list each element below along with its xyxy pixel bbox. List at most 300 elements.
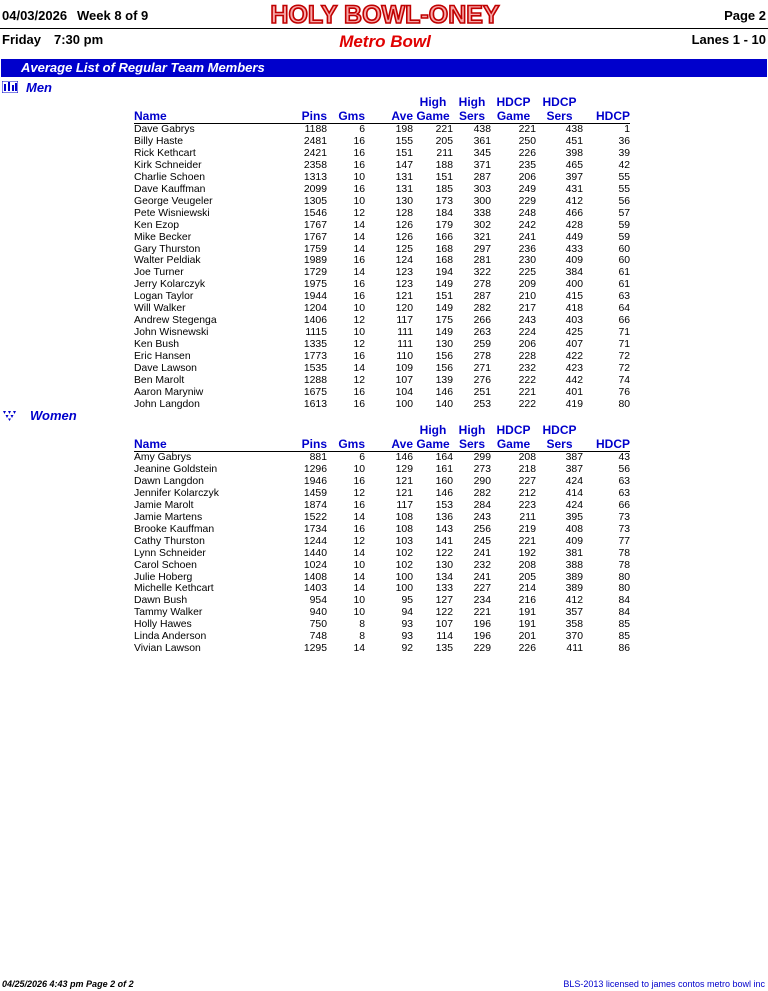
handicap-value: 57 <box>618 207 630 219</box>
average-value: 124 <box>395 255 413 267</box>
high-series-value: 338 <box>473 207 491 219</box>
handicap-value: 66 <box>618 499 630 511</box>
table-row <box>134 452 630 464</box>
handicap-value: 78 <box>618 547 630 559</box>
table-row <box>134 315 630 327</box>
high-series-value: 259 <box>473 339 491 351</box>
table-row <box>134 500 630 512</box>
bowler-name: Joe Turner <box>134 267 184 279</box>
bowler-name: Dawn Bush <box>134 595 188 607</box>
hdcp-game-value: 221 <box>518 124 536 135</box>
games-value: 12 <box>353 339 365 351</box>
hdcp-series-value: 357 <box>565 607 583 619</box>
average-value: 107 <box>395 375 413 387</box>
handicap-value: 72 <box>618 351 630 363</box>
games-value: 8 <box>359 631 365 643</box>
table-row <box>134 387 630 399</box>
col-hdcp-game: Game <box>491 109 536 124</box>
handicap-value: 43 <box>618 452 630 463</box>
hdcp-game-value: 224 <box>518 327 536 339</box>
hdcp-series-value: 424 <box>565 499 583 511</box>
report-date: 04/03/2026 <box>2 8 68 23</box>
table-row <box>134 160 630 172</box>
average-value: 108 <box>395 511 413 523</box>
pins-value: 881 <box>309 452 327 463</box>
pins-value: 1406 <box>303 315 327 327</box>
high-game-value: 221 <box>435 124 453 135</box>
bowler-name: Pete Wisniewski <box>134 207 210 219</box>
bowler-name: Will Walker <box>134 303 186 315</box>
high-series-value: 256 <box>473 523 491 535</box>
pins-value: 1288 <box>303 375 327 387</box>
men-icon <box>2 81 18 93</box>
handicap-value: 59 <box>618 219 630 231</box>
handicap-value: 61 <box>618 267 630 279</box>
high-series-value: 371 <box>473 159 491 171</box>
high-game-value: 130 <box>435 559 453 571</box>
hdcp-game-value: 227 <box>518 475 536 487</box>
handicap-value: 71 <box>618 339 630 351</box>
report-banner <box>1 59 767 77</box>
high-game-value: 140 <box>435 398 453 410</box>
high-game-value: 143 <box>435 523 453 535</box>
hdcp-series-value: 451 <box>565 135 583 147</box>
hdcp-series-value: 415 <box>565 291 583 303</box>
average-value: 111 <box>397 327 413 339</box>
pins-value: 954 <box>309 595 327 607</box>
high-game-value: 134 <box>435 571 453 583</box>
hdcp-game-value: 228 <box>518 351 536 363</box>
high-game-value: 156 <box>435 363 453 375</box>
high-game-value: 188 <box>435 159 453 171</box>
table-row <box>134 476 630 488</box>
hdcp-series-value: 400 <box>565 279 583 291</box>
average-value: 111 <box>397 339 413 351</box>
high-game-value: 149 <box>435 303 453 315</box>
col-high-sers: Sers <box>453 109 491 124</box>
hdcp-game-value: 206 <box>518 339 536 351</box>
handicap-value: 64 <box>618 303 630 315</box>
women-icon <box>2 409 18 421</box>
games-value: 6 <box>359 452 365 463</box>
high-series-value: 234 <box>473 595 491 607</box>
hdcp-series-value: 418 <box>565 303 583 315</box>
col-hdcp-game-top: HDCP <box>496 423 531 437</box>
table-row <box>134 327 630 339</box>
col-hdcp-sers-top: HDCP <box>542 423 577 437</box>
pins-value: 1440 <box>303 547 327 559</box>
high-game-value: 179 <box>435 219 453 231</box>
license-notice: BLS-2013 licensed to james contos metro bowl inc <box>563 979 765 989</box>
high-series-value: 278 <box>473 279 491 291</box>
hdcp-series-value: 412 <box>565 195 583 207</box>
average-value: 155 <box>395 135 413 147</box>
high-game-value: 173 <box>435 195 453 207</box>
table-row <box>134 255 630 267</box>
league-time: 7:30 pm <box>54 32 104 47</box>
average-value: 126 <box>395 231 413 243</box>
high-series-value: 273 <box>473 463 491 475</box>
hdcp-game-value: 218 <box>518 463 536 475</box>
hdcp-series-value: 398 <box>565 147 583 159</box>
hdcp-game-value: 221 <box>518 535 536 547</box>
hdcp-series-value: 424 <box>565 475 583 487</box>
col-hdcp-game: Game <box>491 437 536 452</box>
pins-value: 1313 <box>303 171 327 183</box>
high-game-value: 164 <box>435 452 453 463</box>
col-high-sers-top: High <box>458 95 486 109</box>
games-value: 16 <box>353 291 365 303</box>
handicap-value: 77 <box>618 535 630 547</box>
games-value: 10 <box>353 559 365 571</box>
hdcp-game-value: 210 <box>518 291 536 303</box>
table-row <box>134 267 630 279</box>
handicap-value: 86 <box>618 643 630 655</box>
col-hdcp-sers: Sers <box>536 437 583 452</box>
games-value: 16 <box>353 147 365 159</box>
table-row <box>134 136 630 148</box>
women-average-table <box>134 423 630 655</box>
table-row <box>134 172 630 184</box>
table-row <box>134 464 630 476</box>
pins-value: 750 <box>309 619 327 631</box>
games-value: 12 <box>353 487 365 499</box>
hdcp-game-value: 191 <box>518 619 536 631</box>
table-row <box>134 303 630 315</box>
hdcp-series-value: 438 <box>565 124 583 135</box>
col-high-game-top: High <box>419 95 447 109</box>
hdcp-series-value: 411 <box>566 643 583 655</box>
handicap-value: 66 <box>618 315 630 327</box>
bowler-name: Jeanine Goldstein <box>134 463 218 475</box>
high-series-value: 229 <box>473 643 491 655</box>
handicap-value: 78 <box>618 559 630 571</box>
average-value: 102 <box>395 547 413 559</box>
high-game-value: 127 <box>435 595 453 607</box>
high-game-value: 136 <box>435 511 453 523</box>
high-series-value: 271 <box>473 363 491 375</box>
high-game-value: 114 <box>436 631 453 643</box>
bowler-name: Ben Marolt <box>134 375 185 387</box>
high-game-value: 149 <box>435 327 453 339</box>
average-value: 95 <box>401 595 413 607</box>
men-average-table <box>134 95 630 411</box>
average-value: 100 <box>395 571 413 583</box>
high-series-value: 241 <box>473 547 491 559</box>
high-series-value: 232 <box>473 559 491 571</box>
handicap-value: 60 <box>618 255 630 267</box>
hdcp-game-value: 208 <box>518 559 536 571</box>
bowler-name: Mike Becker <box>134 231 192 243</box>
high-series-value: 266 <box>473 315 491 327</box>
hdcp-game-value: 211 <box>519 511 536 523</box>
hdcp-game-value: 236 <box>518 243 536 255</box>
women-section-title: Women <box>30 408 77 423</box>
hdcp-game-value: 243 <box>518 315 536 327</box>
col-name: Name <box>134 437 279 452</box>
table-row <box>134 488 630 500</box>
table-row <box>134 208 630 220</box>
hdcp-game-value: 235 <box>518 159 536 171</box>
hdcp-series-value: 403 <box>565 315 583 327</box>
hdcp-series-value: 387 <box>565 452 583 463</box>
hdcp-series-value: 422 <box>565 351 583 363</box>
average-value: 125 <box>395 243 413 255</box>
hdcp-game-value: 242 <box>518 219 536 231</box>
bowling-center-name: Metro Bowl <box>339 32 431 51</box>
bowler-name: Michelle Kethcart <box>134 583 214 595</box>
average-value: 117 <box>396 315 413 327</box>
handicap-value: 80 <box>618 571 630 583</box>
hdcp-series-value: 397 <box>565 171 583 183</box>
bowler-name: John Langdon <box>134 398 200 410</box>
high-game-value: 160 <box>435 475 453 487</box>
games-value: 10 <box>353 327 365 339</box>
high-series-value: 300 <box>473 195 491 207</box>
col-hdcp-game-top: HDCP <box>496 95 531 109</box>
high-game-value: 185 <box>435 183 453 195</box>
hdcp-game-value: 226 <box>518 643 536 655</box>
high-series-value: 302 <box>473 219 491 231</box>
table-row <box>134 536 630 548</box>
hdcp-series-value: 389 <box>565 571 583 583</box>
games-value: 16 <box>353 475 365 487</box>
bowler-name: Holly Hawes <box>134 619 192 631</box>
high-game-value: 135 <box>435 643 453 655</box>
games-value: 6 <box>359 124 365 135</box>
hdcp-game-value: 241 <box>518 231 536 243</box>
games-value: 14 <box>353 547 365 559</box>
high-series-value: 196 <box>473 619 491 631</box>
high-series-value: 287 <box>473 171 491 183</box>
high-game-value: 184 <box>435 207 453 219</box>
average-value: 109 <box>395 363 413 375</box>
bowler-name: Brooke Kauffman <box>134 523 215 535</box>
bowler-name: John Wisnewski <box>134 327 209 339</box>
high-game-value: 122 <box>435 607 453 619</box>
table-row <box>134 363 630 375</box>
bowler-name: Walter Peldiak <box>134 255 201 267</box>
page-number: Page 2 <box>724 8 766 23</box>
high-game-value: 146 <box>435 386 453 398</box>
handicap-value: 84 <box>618 595 630 607</box>
hdcp-game-value: 212 <box>518 487 536 499</box>
high-series-value: 221 <box>473 607 491 619</box>
hdcp-game-value: 217 <box>518 303 536 315</box>
games-value: 16 <box>353 159 365 171</box>
high-series-value: 263 <box>473 327 491 339</box>
hdcp-series-value: 388 <box>565 559 583 571</box>
high-game-value: 205 <box>435 135 453 147</box>
average-value: 117 <box>396 499 413 511</box>
handicap-value: 39 <box>618 147 630 159</box>
pins-value: 1295 <box>303 643 327 655</box>
handicap-value: 56 <box>618 195 630 207</box>
high-series-value: 290 <box>473 475 491 487</box>
bowler-name: Linda Anderson <box>134 631 207 643</box>
bowler-name: Kirk Schneider <box>134 159 202 171</box>
pins-value: 1522 <box>303 511 327 523</box>
bowler-name: Jamie Martens <box>134 511 203 523</box>
col-gms: Gms <box>327 437 365 452</box>
handicap-value: 55 <box>618 171 630 183</box>
bowler-name: Julie Hoberg <box>134 571 193 583</box>
col-high-sers-top: High <box>458 423 486 437</box>
hdcp-series-value: 423 <box>565 363 583 375</box>
hdcp-series-value: 428 <box>565 219 583 231</box>
lanes-range: Lanes 1 - 10 <box>691 32 766 47</box>
handicap-value: 73 <box>618 511 630 523</box>
average-value: 104 <box>395 386 413 398</box>
high-series-value: 299 <box>473 452 491 463</box>
hdcp-game-value: 209 <box>518 279 536 291</box>
table-row <box>134 244 630 256</box>
hdcp-series-value: 408 <box>565 523 583 535</box>
handicap-value: 55 <box>618 183 630 195</box>
bowler-name: Jennifer Kolarczyk <box>134 487 219 499</box>
average-value: 121 <box>395 291 413 303</box>
table-row <box>134 184 630 196</box>
average-value: 151 <box>395 147 413 159</box>
hdcp-series-value: 466 <box>565 207 583 219</box>
league-title: HOLY BOWL-ONEY <box>270 1 500 29</box>
high-game-value: 166 <box>435 231 453 243</box>
games-value: 16 <box>353 386 365 398</box>
handicap-value: 84 <box>618 607 630 619</box>
games-value: 12 <box>353 207 365 219</box>
pins-value: 1767 <box>303 231 327 243</box>
hdcp-game-value: 192 <box>518 547 536 559</box>
games-value: 10 <box>353 595 365 607</box>
games-value: 12 <box>353 535 365 547</box>
col-ave: Ave <box>365 437 413 452</box>
handicap-value: 76 <box>618 386 630 398</box>
hdcp-series-value: 395 <box>565 511 583 523</box>
table-row <box>134 607 630 619</box>
high-game-value: 146 <box>435 487 453 499</box>
high-series-value: 438 <box>473 124 491 135</box>
table-row <box>134 279 630 291</box>
handicap-value: 63 <box>618 475 630 487</box>
bowler-name: Ken Bush <box>134 339 180 351</box>
games-value: 10 <box>353 171 365 183</box>
table-row <box>134 351 630 363</box>
col-hdcp: HDCP <box>583 437 630 452</box>
pins-value: 1944 <box>303 291 327 303</box>
hdcp-game-value: 219 <box>518 523 536 535</box>
average-value: 120 <box>395 303 413 315</box>
pins-value: 2099 <box>303 183 327 195</box>
hdcp-series-value: 384 <box>565 267 583 279</box>
table-row <box>134 643 630 655</box>
average-value: 92 <box>401 643 413 655</box>
hdcp-game-value: 232 <box>518 363 536 375</box>
pins-value: 1613 <box>303 398 327 410</box>
hdcp-series-value: 433 <box>565 243 583 255</box>
high-game-value: 175 <box>435 315 453 327</box>
high-game-value: 161 <box>435 463 453 475</box>
handicap-value: 59 <box>618 231 630 243</box>
table-row <box>134 339 630 351</box>
col-hdcp: HDCP <box>583 109 630 124</box>
high-game-value: 168 <box>435 243 453 255</box>
table-row <box>134 220 630 232</box>
average-value: 100 <box>395 583 413 595</box>
pins-value: 2481 <box>303 135 327 147</box>
hdcp-series-value: 389 <box>565 583 583 595</box>
bowler-name: George Veugeler <box>134 195 213 207</box>
handicap-value: 80 <box>618 398 630 410</box>
hdcp-series-value: 370 <box>565 631 583 643</box>
table-row <box>134 291 630 303</box>
games-value: 14 <box>353 511 365 523</box>
high-game-value: 151 <box>435 291 453 303</box>
games-value: 14 <box>353 571 365 583</box>
handicap-value: 56 <box>618 463 630 475</box>
bowler-name: Cathy Thurston <box>134 535 205 547</box>
pins-value: 1546 <box>303 207 327 219</box>
col-hdcp-sers: Sers <box>536 109 583 124</box>
hdcp-game-value: 205 <box>518 571 536 583</box>
handicap-value: 85 <box>618 619 630 631</box>
hdcp-series-value: 431 <box>565 183 583 195</box>
hdcp-series-value: 442 <box>565 375 583 387</box>
average-value: 131 <box>395 183 413 195</box>
average-value: 103 <box>395 535 413 547</box>
hdcp-game-value: 214 <box>518 583 536 595</box>
hdcp-series-value: 407 <box>565 339 583 351</box>
high-game-value: 130 <box>435 339 453 351</box>
hdcp-series-value: 465 <box>565 159 583 171</box>
handicap-value: 85 <box>618 631 630 643</box>
high-series-value: 287 <box>473 291 491 303</box>
table-row <box>134 148 630 160</box>
handicap-value: 63 <box>618 487 630 499</box>
pins-value: 1244 <box>303 535 327 547</box>
pins-value: 748 <box>309 631 327 643</box>
pins-value: 1946 <box>303 475 327 487</box>
col-high-game: Game <box>413 437 453 452</box>
handicap-value: 61 <box>618 279 630 291</box>
average-value: 147 <box>395 159 413 171</box>
hdcp-series-value: 387 <box>565 463 583 475</box>
high-series-value: 284 <box>473 499 491 511</box>
high-series-value: 297 <box>473 243 491 255</box>
hdcp-game-value: 208 <box>518 452 536 463</box>
pins-value: 1459 <box>303 487 327 499</box>
hdcp-series-value: 449 <box>565 231 583 243</box>
games-value: 14 <box>353 231 365 243</box>
high-series-value: 245 <box>473 535 491 547</box>
bowler-name: Aaron Maryniw <box>134 386 204 398</box>
handicap-value: 63 <box>618 291 630 303</box>
table-row <box>134 375 630 387</box>
high-game-value: 156 <box>435 351 453 363</box>
table-row <box>134 124 630 136</box>
average-value: 94 <box>401 607 413 619</box>
bowler-name: Jamie Marolt <box>134 499 194 511</box>
hdcp-game-value: 230 <box>518 255 536 267</box>
average-value: 129 <box>395 463 413 475</box>
col-high-game-top: High <box>419 423 447 437</box>
bowler-name: Gary Thurston <box>134 243 201 255</box>
week-indicator: Week 8 of 9 <box>77 8 149 23</box>
hdcp-game-value: 191 <box>518 607 536 619</box>
pins-value: 1734 <box>303 523 327 535</box>
high-series-value: 278 <box>473 351 491 363</box>
average-value: 93 <box>401 631 413 643</box>
games-value: 16 <box>353 351 365 363</box>
